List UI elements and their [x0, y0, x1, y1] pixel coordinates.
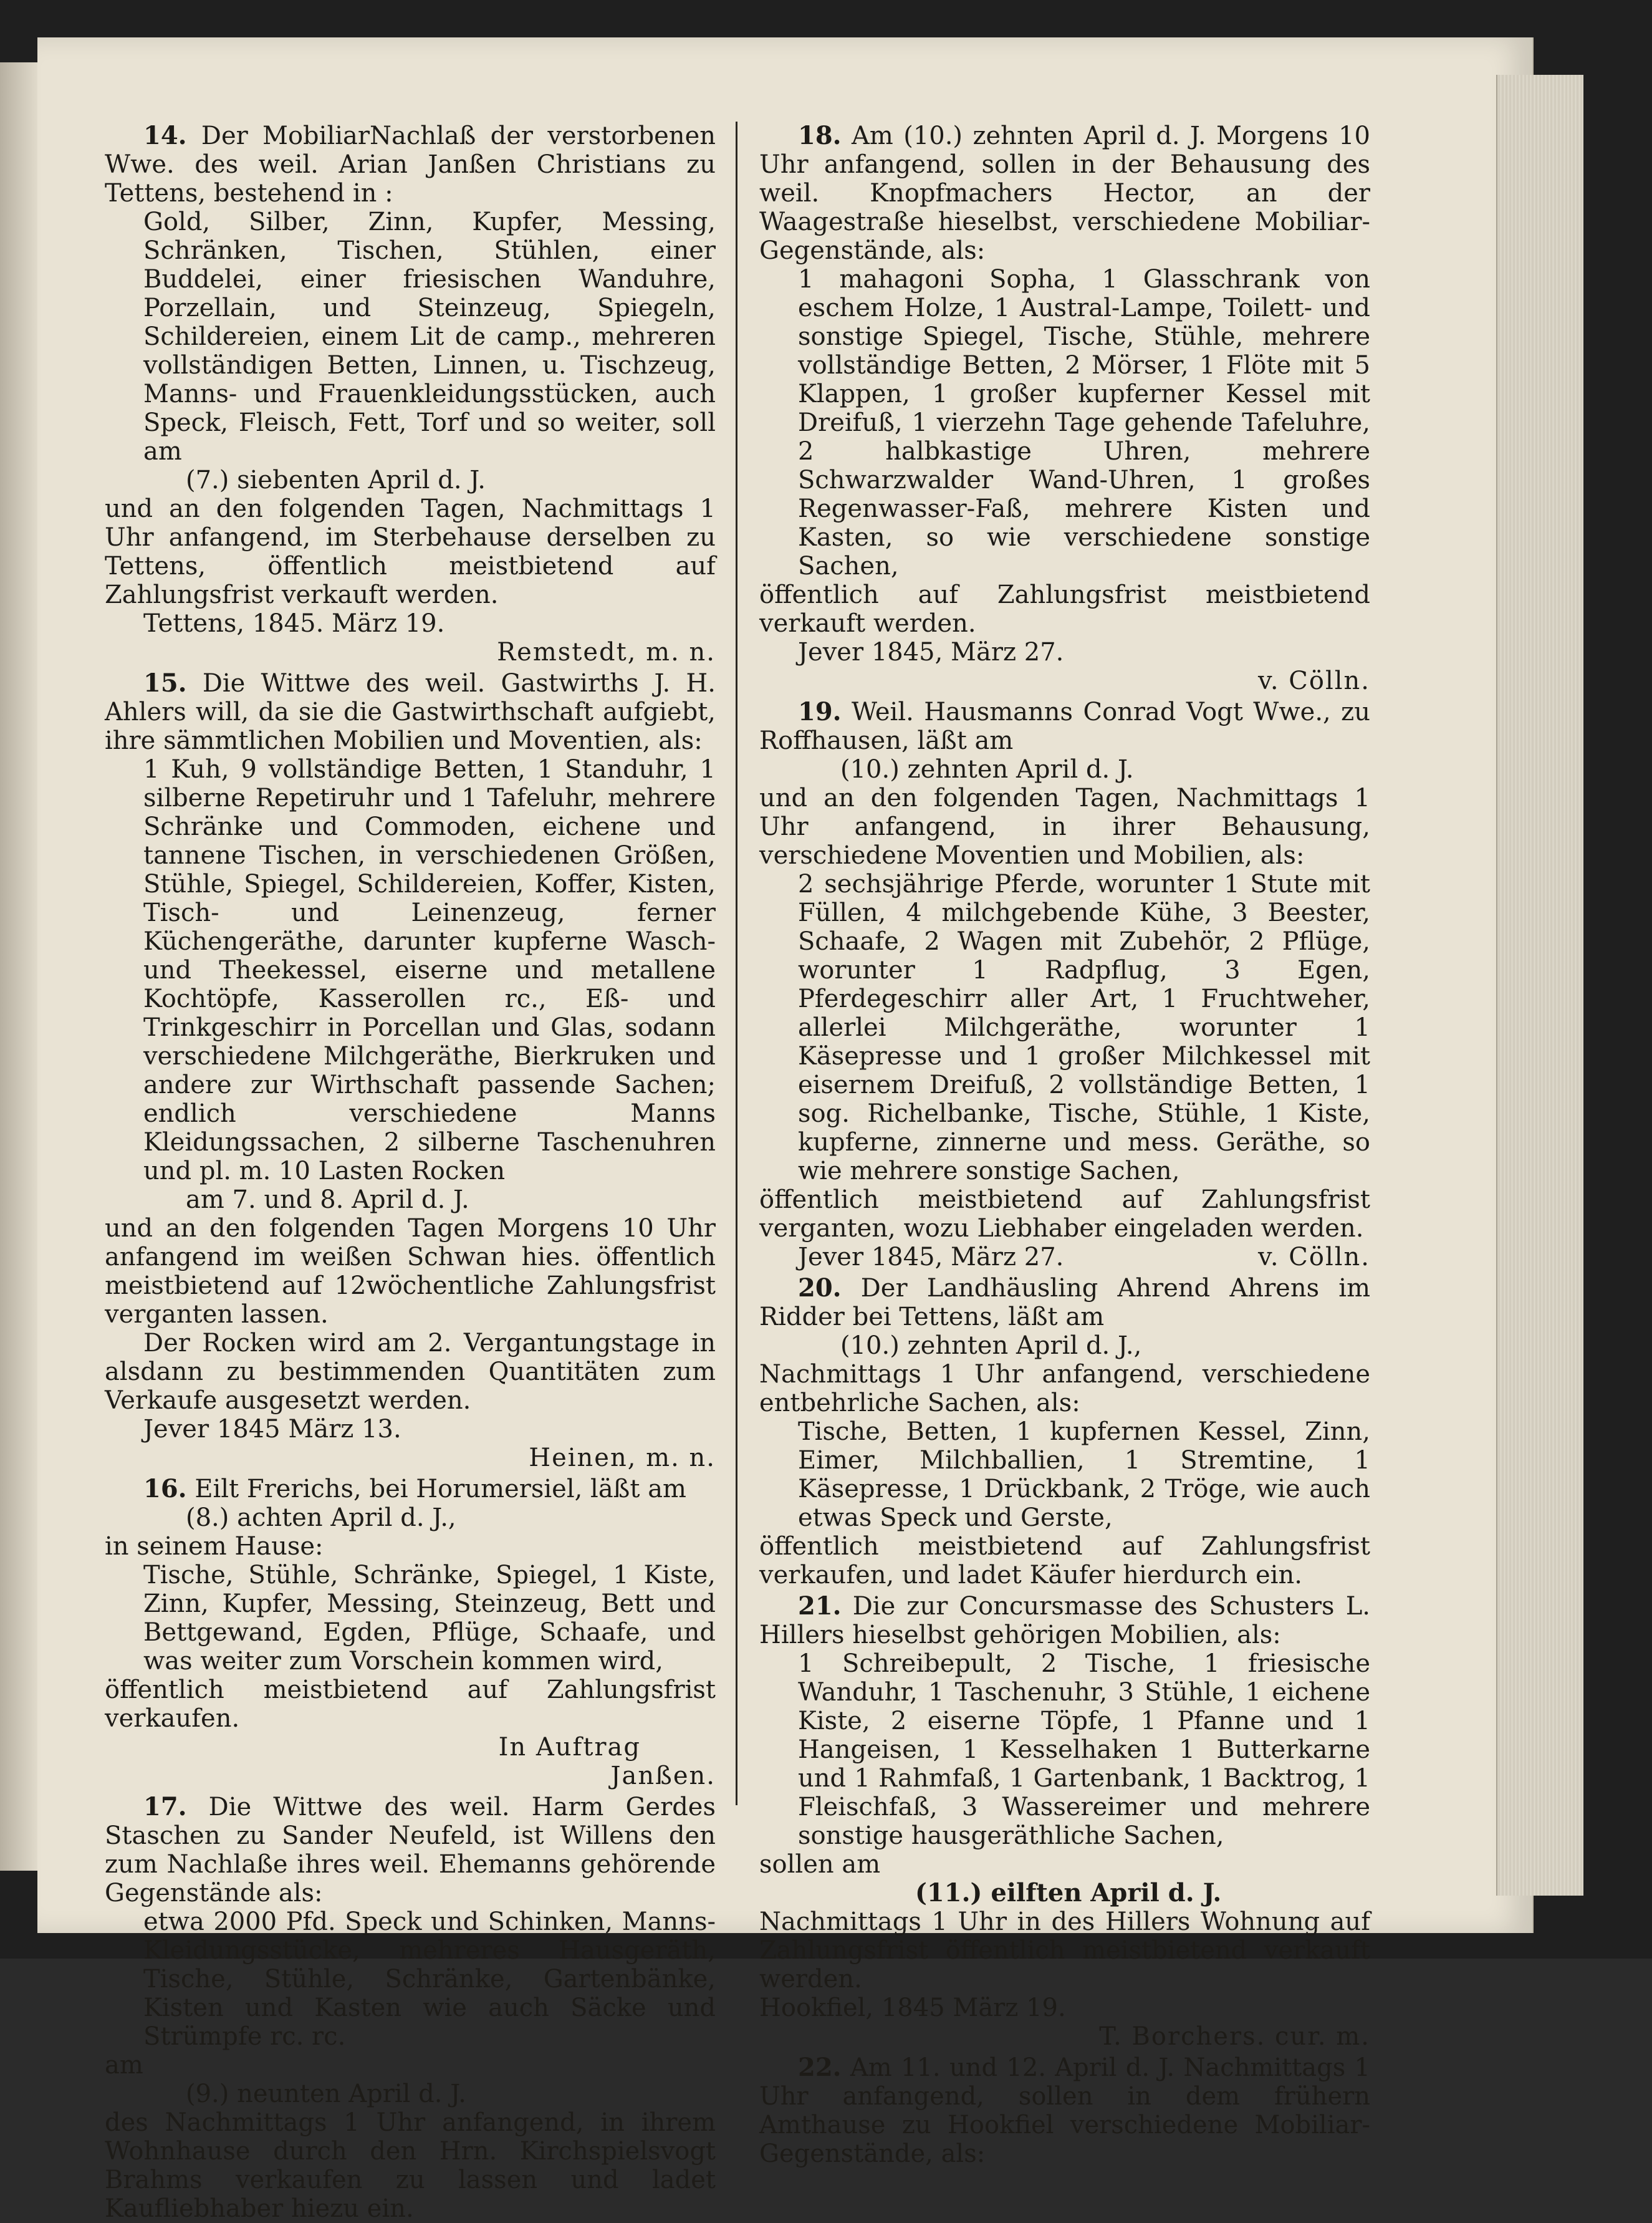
- notice-items: 1 Schreibepult, 2 Tische, 1 friesische Wanduhr, 1 Taschenuhr, 3 Stühle, 1 eichene Kiste, 2 eiserne Töpfe, 1 Pfanne und 1 Hangeisen, 1 Kesselhaken 1 Butterkarne und 1 Rahmfaß, 1 Gartenbank, 1 Backtrog, 1 Fleischfaß, 3 Wassereimer und mehrere sonstige hausgeräthliche Sachen,: [798, 1649, 1370, 1850]
- notice-date: (7.) siebenten April d. J.: [186, 466, 486, 494]
- notice-signature: Janßen.: [610, 1762, 716, 1790]
- notice-number: 20.: [798, 1273, 842, 1303]
- right-column: [759, 122, 1370, 2168]
- notice-signature: Remstedt, m. n.: [497, 638, 716, 667]
- notice-17: [105, 1793, 716, 2223]
- notice-am: sollen am: [759, 1850, 881, 1879]
- notice-closing: öffentlich meistbietend auf Zahlungsfrist verkaufen.: [105, 1676, 716, 1733]
- notice-lead: Die zur Concursmasse des Schusters L. Hillers hieselbst gehörigen Mobilien, als:: [759, 1592, 1370, 1649]
- notice-place: Jever 1845, März 27.: [798, 638, 1064, 667]
- notice-closing: öffentlich auf Zahlungsfrist meistbietend verkauft werden.: [759, 581, 1370, 638]
- notice-closing: des Nachmittags 1 Uhr anfangend, in ihrem Wohnhause durch den Hrn. Kirchspielsvogt Brahms verkaufen zu lassen und ladet Kaufliebhaber hiezu ein.: [105, 2108, 716, 2223]
- notice-signature: Heinen, m. n.: [529, 1444, 716, 1472]
- column-divider: [736, 122, 737, 1805]
- notice-date: (10.) zehnten April d. J.,: [840, 1331, 1142, 1360]
- notice-22: [759, 2053, 1370, 2168]
- notice-closing: und an den folgenden Tagen, Nachmittags 1 Uhr anfangend, im Sterbehause derselben zu Tettens, öffentlich meistbietend auf Zahlungsfrist verkauft werden.: [105, 494, 716, 609]
- notice-lead: Eilt Frerichs, bei Horumersiel, läßt am: [194, 1475, 686, 1503]
- book-binding-shadow: [0, 62, 37, 1871]
- notice-place: Hookfiel, 1845 März 19.: [759, 1994, 1066, 2022]
- notice-number: 19.: [798, 697, 842, 726]
- notice-place: Jever 1845, März 27.: [798, 1243, 1064, 1271]
- notice-signature: v. Cölln.: [1257, 1243, 1370, 1271]
- notice-14: [105, 122, 716, 667]
- notice-number: 14.: [143, 121, 187, 150]
- notice-items: Gold, Silber, Zinn, Kupfer, Messing, Schränken, Tischen, Stühlen, einer Buddelei, einer friesischen Wanduhre, Porzellain, und Steinzeug, Spiegeln, Schildereien, einem Lit de camp., mehreren vollständigen Betten, Linnen, u. Tischzeug, Manns- und Frauenkleidungsstücken, auch Speck, Fleisch, Fett, Torf und so weiter, soll am: [143, 208, 716, 466]
- notice-date: (10.) zehnten April d. J.: [840, 755, 1134, 784]
- notice-location: in seinem Hause:: [105, 1532, 324, 1561]
- notice-order: In Auftrag: [498, 1733, 641, 1762]
- notice-20: [759, 1274, 1370, 1589]
- notice-number: 22.: [798, 2053, 842, 2082]
- notice-number: 18.: [798, 121, 842, 150]
- notice-number: 21.: [798, 1591, 842, 1621]
- notice-closing: und an den folgenden Tagen Morgens 10 Uhr anfangend im weißen Schwan hies. öffentlich meistbietend auf 12wöchentliche Zahlungsfrist verganten lassen.: [105, 1214, 716, 1329]
- notice-number: 15.: [143, 668, 187, 698]
- notice-lead: Die Wittwe des weil. Gastwirths J. H. Ahlers will, da sie die Gastwirthschaft aufgiebt, ihre sämmtlichen Mobilien und Moventien, als:: [105, 669, 716, 755]
- notice-items: Tische, Betten, 1 kupfernen Kessel, Zinn, Eimer, Milchballien, 1 Stremtine, 1 Käsepresse, 1 Drückbank, 2 Tröge, wie auch etwas Speck und Gerste,: [798, 1417, 1370, 1532]
- notice-time: Nachmittags 1 Uhr anfangend, verschiedene entbehrliche Sachen, als:: [759, 1360, 1370, 1417]
- notice-lead: Weil. Hausmanns Conrad Vogt Wwe., zu Roffhausen, läßt am: [759, 698, 1370, 755]
- notice-items: etwa 2000 Pfd. Speck und Schinken, Manns-Kleidungsstücke, mehreres Hausgeräth, Tische, Stühle, Schränke, Gartenbänke, Kisten und Kasten wie auch Säcke und Strümpfe rc. rc.: [143, 1907, 716, 2051]
- notice-number: 16.: [143, 1474, 187, 1503]
- notice-lead: Der MobiliarNachlaß der verstorbenen Wwe. des weil. Arian Janßen Christians zu Tettens, bestehend in :: [105, 122, 716, 208]
- notice-19: [759, 698, 1370, 1271]
- left-column: [105, 122, 716, 2223]
- notice-lead: Am (10.) zehnten April d. J. Morgens 10 Uhr anfangend, sollen in der Behausung des weil. Knopfmachers Hector, an der Waagestraße hieselbst, verschiedene Mobiliar-Gegenstände, als:: [759, 122, 1370, 265]
- notice-15: [105, 669, 716, 1472]
- notice-items: 2 sechsjährige Pferde, worunter 1 Stute mit Füllen, 4 milchgebende Kühe, 3 Beester, Schaafe, 2 Wagen mit Zubehör, 2 Pflüge, worunter 1 Radpflug, 3 Egen, Pferdegeschirr aller Art, 1 Fruchtweher, allerlei Milchgeräthe, worunter 1 Käsepresse und 1 großer Milchkessel mit eisernem Dreifuß, 2 vollständige Betten, 1 sog. Richelbanke, Tische, Stühle, 1 Kiste, kupferne, zinnerne und mess. Geräthe, so wie mehrere sonstige Sachen,: [798, 870, 1370, 1185]
- notice-place-sign-row: [759, 1243, 1370, 1271]
- notice-signature: T. Borchers. cur. m.: [1099, 2022, 1370, 2051]
- notice-place: Tettens, 1845. März 19.: [143, 609, 445, 638]
- notice-closing: Nachmittags 1 Uhr in des Hillers Wohnung auf Zahlungsfrist öffentlich meistbietend verkauft werden.: [759, 1907, 1370, 1994]
- notice-am: am: [105, 2051, 143, 2080]
- notice-items: 1 Kuh, 9 vollständige Betten, 1 Standuhr, 1 silberne Repetiruhr und 1 Tafeluhr, mehrere Schränke und Commoden, eichene und tannene Tischen, in verschiedenen Größen, Stühle, Spiegel, Schildereien, Koffer, Kisten, Tisch- und Leinenzeug, ferner Küchengeräthe, darunter kupferne Wasch- und Theekessel, eiserne und metallene Kochtöpfe, Kasserollen rc., Eß- und Trinkgeschirr in Porcellan und Glas, sodann verschiedene Milchgeräthe, Bierkruken und andere zur Wirthschaft passende Sachen; endlich verschiedene Manns Kleidungssachen, 2 silberne Taschenuhren und pl. m. 10 Lasten Rocken: [143, 755, 716, 1185]
- notice-lead: Der Landhäusling Ahrend Ahrens im Ridder bei Tettens, läßt am: [759, 1274, 1370, 1331]
- notice-lead: Am 11. und 12. April d. J. Nachmittags 1 Uhr anfangend, sollen in dem frühern Amthause zu Hookfiel verschiedene Mobiliar-Gegenstände, als:: [759, 2053, 1370, 2168]
- notice-time: und an den folgenden Tagen, Nachmittags 1 Uhr anfangend, in ihrer Behausung, verschiedene Moventien und Mobilien, als:: [759, 784, 1370, 870]
- notice-items: Tische, Stühle, Schränke, Spiegel, 1 Kiste, Zinn, Kupfer, Messing, Steinzeug, Bett und Bettgewand, Egden, Pflüge, Schaafe, und was weiter zum Vorschein kommen wird,: [143, 1561, 716, 1676]
- notice-place: Jever 1845 März 13.: [143, 1415, 401, 1444]
- notice-items: 1 mahagoni Sopha, 1 Glasschrank von eschem Holze, 1 Austral-Lampe, Toilett- und sonstige Spiegel, Tische, Stühle, mehrere vollständige Betten, 2 Mörser, 1 Flöte mit 5 Klappen, 1 großer kupferner Kessel mit Dreifuß, 1 vierzehn Tage gehende Tafeluhre, 2 halbkastige Uhren, mehrere Schwarzwalder Wand-Uhren, 1 großes Regenwasser-Faß, mehrere Kisten und Kasten, so wie verschiedene sonstige Sachen,: [798, 265, 1370, 581]
- notice-date: (9.) neunten April d. J.: [186, 2080, 466, 2108]
- notice-16: [105, 1475, 716, 1790]
- notice-number: 17.: [143, 1792, 187, 1821]
- notice-21: [759, 1592, 1370, 2051]
- notice-date: (8.) achten April d. J.,: [186, 1503, 456, 1532]
- notice-18: [759, 122, 1370, 695]
- notice-closing: öffentlich meistbietend auf Zahlungsfrist verganten, wozu Liebhaber eingeladen werden.: [759, 1185, 1370, 1243]
- notice-date: (11.) eilften April d. J.: [915, 1878, 1222, 1907]
- notice-date: am 7. und 8. April d. J.: [186, 1185, 469, 1214]
- notice-closing: öffentlich meistbietend auf Zahlungsfrist verkaufen, und ladet Käufer hierdurch ein.: [759, 1532, 1370, 1589]
- page-stack-edge: [1496, 75, 1583, 1896]
- notice-signature: v. Cölln.: [1257, 667, 1370, 695]
- notice-note: Der Rocken wird am 2. Vergantungstage in alsdann zu bestimmenden Quantitäten zum Verkaufe ausgesetzt werden.: [105, 1329, 716, 1415]
- notice-lead: Die Wittwe des weil. Harm Gerdes Staschen zu Sander Neufeld, ist Willens den zum Nachlaße ihres weil. Ehemanns gehörende Gegenstände als:: [105, 1793, 716, 1907]
